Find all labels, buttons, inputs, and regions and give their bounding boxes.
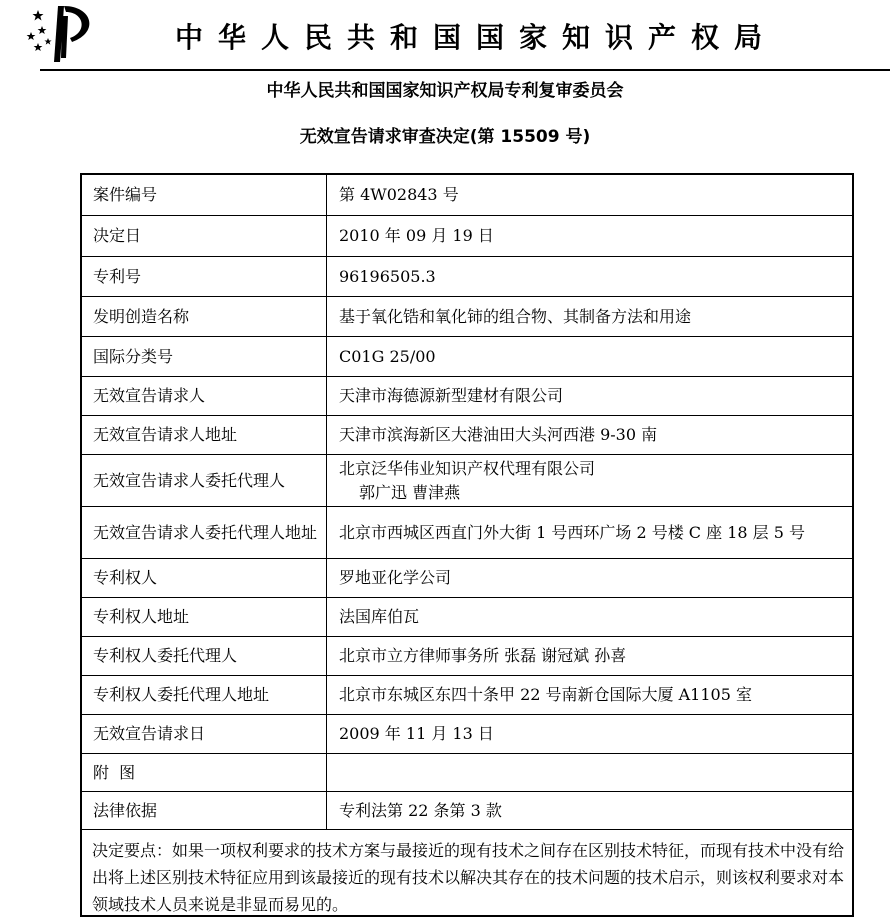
row-value-text: 天津市海德源新型建材有限公司 [339,386,564,405]
decision-title: 无效宣告请求审查决定(第 15509 号) [299,127,591,147]
row-value [327,754,852,791]
row-value [327,598,852,636]
table-row [82,507,852,559]
row-value-text: 北京市东城区东四十条甲 22 号南新仓国际大厦 A1105 室 [339,685,752,704]
row-value-text: 基于氧化锆和氧化铈的组合物、其制备方法和用途 [339,306,692,326]
row-value [327,416,852,454]
row-label: 发明创造名称 [82,297,327,336]
row-value [327,637,852,675]
row-value [327,216,852,256]
row-label: 附 图 [82,754,327,791]
row-value-text: 2009 年 11 月 13 日 [339,724,494,743]
row-value [327,337,852,376]
table-row [82,416,852,455]
table-row [82,559,852,598]
table-row [82,297,852,337]
row-value-text: 专利法第 22 条第 3 款 [339,800,502,820]
row-value [327,676,852,714]
row-value-text: 96196505.3 [339,266,436,286]
table-row [82,792,852,830]
table-row [82,676,852,715]
row-label: 专利号 [82,257,327,296]
row-label: 专利权人 [82,559,327,597]
row-label: 无效宣告请求人委托代理人地址 [82,507,327,558]
row-label: 无效宣告请求日 [82,715,327,753]
row-label: 案件编号 [82,175,327,215]
table-row [82,598,852,637]
row-label: 法律依据 [82,792,327,829]
row-label: 无效宣告请求人 [82,377,327,415]
row-value-text: 郭广迅 曹津燕 [359,482,461,502]
board-name: 中华人民共和国国家知识产权局专利复审委员会 [266,81,624,101]
page-header [0,0,890,80]
row-label: 决定日 [82,216,327,256]
row-value-text: C01G 25/00 [339,346,436,366]
decision-key-points: 决定要点：如果一项权利要求的技术方案与最接近的现有技术之间存在区别技术特征，而现有技术中没有给出将上述区别技术特征应用到该最接近的现有技术以解决其存在的技术问题的技术启示，则该权利要求对本领域技术人员来说是非显而易见的。 [92,841,845,914]
row-label: 无效宣告请求人地址 [82,416,327,454]
case-info-table [80,173,854,917]
row-value-text: 第 4W02843 号 [339,185,459,204]
table-row [82,175,852,216]
row-value-text: 北京市立方律师事务所 张磊 谢冠斌 孙喜 [339,646,627,665]
table-row [82,754,852,792]
table-row [82,455,852,507]
row-value-text: 北京泛华伟业知识产权代理有限公司 [339,458,596,478]
row-value-text: 法国库伯瓦 [339,607,420,626]
table-row [82,257,852,297]
table-row [82,377,852,416]
row-label: 专利权人委托代理人 [82,637,327,675]
row-value [327,455,852,506]
office-name: 中华人民共和国国家知识产权局 [175,21,778,54]
header-divider [40,69,890,71]
row-value [327,377,852,415]
row-value-text: 北京市西城区西直门外大街 1 号西环广场 2 号楼 C 座 18 层 5 号 [339,522,806,542]
row-label: 国际分类号 [82,337,327,376]
table-row [82,216,852,257]
row-value-text: 2010 年 09 月 19 日 [339,226,494,245]
row-label: 专利权人地址 [82,598,327,636]
row-value [327,715,852,753]
row-value-text: 罗地亚化学公司 [339,568,452,587]
row-value [327,507,852,558]
table-row [82,337,852,377]
table-row [82,637,852,676]
row-label: 无效宣告请求人委托代理人 [82,455,327,506]
cnipa-emblem-icon [26,2,106,64]
row-value [327,257,852,296]
row-label: 专利权人委托代理人地址 [82,676,327,714]
table-row [82,715,852,754]
row-value [327,175,852,215]
row-value [327,297,852,336]
row-value [327,792,852,829]
row-value [327,559,852,597]
row-value-text: 天津市滨海新区大港油田大头河西港 9-30 南 [339,425,658,444]
